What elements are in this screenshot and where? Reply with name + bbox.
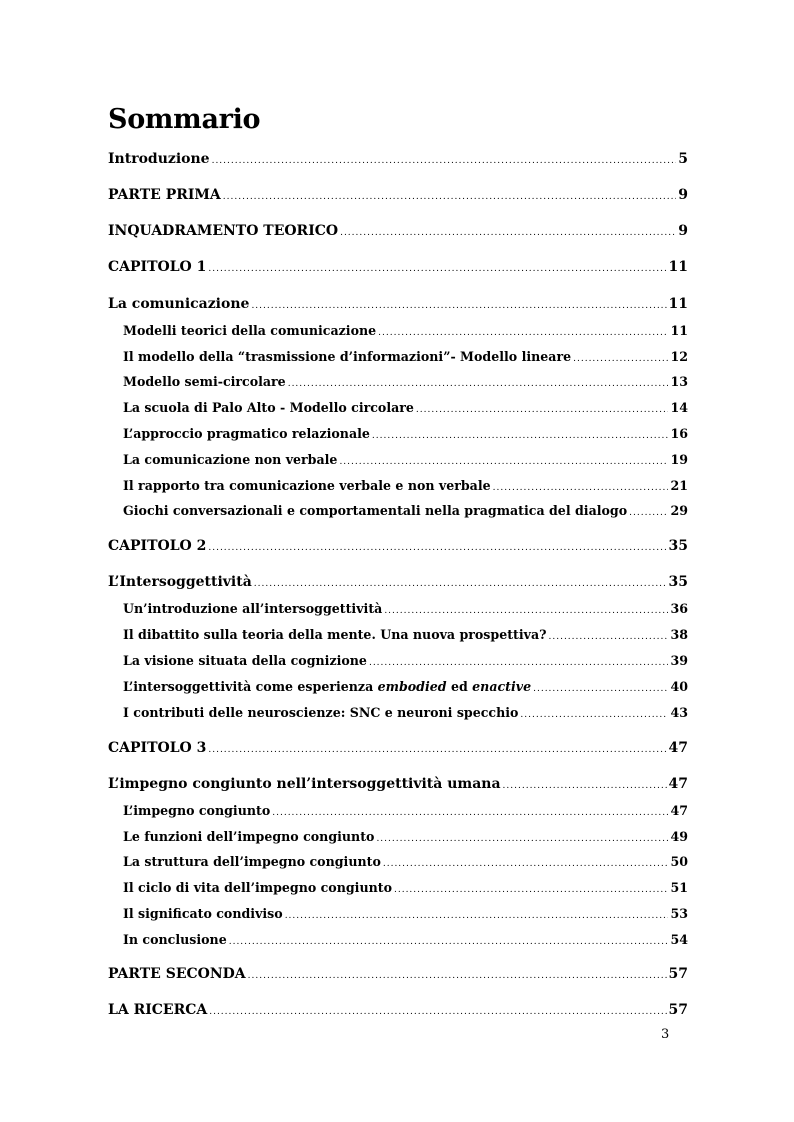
toc-entry-page: 11 xyxy=(670,323,688,338)
dot-leader xyxy=(285,911,669,921)
toc-entry-page: 49 xyxy=(670,829,688,844)
toc-entry xyxy=(108,296,688,316)
dot-leader xyxy=(340,228,676,238)
toc-entry-title: L’impegno congiunto xyxy=(123,803,271,818)
dot-leader xyxy=(209,1007,666,1017)
toc-entry xyxy=(108,223,688,243)
toc-entry-title: Giochi conversazionali e comportamentali nella pragmatica del dialogo xyxy=(123,503,628,518)
toc-entry-page: 53 xyxy=(670,906,688,921)
dot-leader xyxy=(339,457,668,467)
toc-entry xyxy=(108,740,688,760)
toc-entry-title: Il rapporto tra comunicazione verbale e non verbale xyxy=(123,478,491,493)
toc-entry-page: 50 xyxy=(670,854,688,869)
toc-entry-title: Le funzioni dell’impegno congiunto xyxy=(123,829,375,844)
toc-entry-page: 38 xyxy=(670,627,688,642)
toc-entry-page: 40 xyxy=(670,679,688,694)
toc-entry-page: 19 xyxy=(670,452,688,467)
toc-entry xyxy=(108,966,688,986)
dot-leader xyxy=(254,579,667,589)
toc-entry-title: CAPITOLO 2 xyxy=(108,538,207,554)
dot-leader xyxy=(533,684,668,694)
toc-entry xyxy=(108,574,688,594)
toc-entry-title: Introduzione xyxy=(108,151,210,167)
toc-subentry xyxy=(123,803,688,823)
toc-subentry xyxy=(123,349,688,369)
dot-leader xyxy=(208,745,666,755)
toc-subentry xyxy=(123,880,688,900)
toc-entry-title: Il ciclo di vita dell’impegno congiunto xyxy=(123,880,392,895)
toc-entry-page: 5 xyxy=(678,151,688,167)
dot-leader xyxy=(383,859,669,869)
toc-entry-title: Modelli teorici della comunicazione xyxy=(123,323,377,338)
dot-leader xyxy=(629,508,668,518)
toc-entry-page: 47 xyxy=(668,740,688,756)
dot-leader xyxy=(503,781,667,791)
toc-entry-page: 29 xyxy=(670,503,688,518)
toc-entry-page: 47 xyxy=(670,803,688,818)
toc-subentry xyxy=(123,503,688,523)
toc-entry-title: La comunicazione xyxy=(108,296,250,312)
dot-leader xyxy=(369,658,669,668)
toc-entry-page: 35 xyxy=(668,574,688,590)
toc-entry-page: 11 xyxy=(668,296,688,312)
toc-entry-page: 51 xyxy=(670,880,688,895)
dot-leader xyxy=(272,808,668,818)
toc-entry xyxy=(108,259,688,279)
dot-leader xyxy=(549,632,669,642)
toc-subentry xyxy=(123,426,688,446)
toc-entry xyxy=(108,538,688,558)
dot-leader xyxy=(229,937,669,947)
toc-entry xyxy=(108,151,688,171)
dot-leader xyxy=(573,354,668,364)
toc-entry-title: Il significato condiviso xyxy=(123,906,283,921)
toc-entry-page: 14 xyxy=(670,400,688,415)
toc-entry-page: 9 xyxy=(678,223,688,239)
toc-entry-title: PARTE PRIMA xyxy=(108,187,221,203)
toc-subentry xyxy=(123,705,688,725)
toc-entry-title: L’impegno congiunto nell’intersoggettività umana xyxy=(108,776,501,792)
toc-subentry xyxy=(123,653,688,673)
dot-leader xyxy=(208,543,666,553)
toc-entry-page: 35 xyxy=(668,538,688,554)
dot-leader xyxy=(212,156,677,166)
toc-entry-title: CAPITOLO 3 xyxy=(108,740,207,756)
toc-subentry xyxy=(123,679,688,699)
toc-entry-title: Un’introduzione all’intersoggettività xyxy=(123,601,383,616)
toc-entry-title: Il modello della “trasmissione d’informazioni”- Modello lineare xyxy=(123,349,572,364)
dot-leader xyxy=(288,379,669,389)
toc-entry-page: 39 xyxy=(670,653,688,668)
dot-leader xyxy=(378,328,668,338)
dot-leader xyxy=(384,606,668,616)
toc-entry-page: 43 xyxy=(670,705,688,720)
toc-entry-title: La comunicazione non verbale xyxy=(123,452,338,467)
toc-entry-title: CAPITOLO 1 xyxy=(108,259,207,275)
page-title: Sommario xyxy=(108,104,261,135)
toc-subentry xyxy=(123,601,688,621)
toc-entry-title: La visione situata della cognizione xyxy=(123,653,367,668)
toc-entry-title: L’intersoggettività come esperienza embodied ed enactive xyxy=(123,679,532,694)
toc-entry-page: 57 xyxy=(668,1002,688,1018)
toc-subentry xyxy=(123,400,688,420)
toc-entry-title: Il dibattito sulla teoria della mente. Una nuova prospettiva? xyxy=(123,627,547,642)
dot-leader xyxy=(493,483,669,493)
page-number: 3 xyxy=(661,1027,670,1042)
dot-leader xyxy=(248,971,667,981)
toc-entry-title: In conclusione xyxy=(123,932,227,947)
toc-subentry xyxy=(123,323,688,343)
toc-entry-title: LA RICERCA xyxy=(108,1002,208,1018)
toc-subentry xyxy=(123,478,688,498)
dot-leader xyxy=(520,710,668,720)
dot-leader xyxy=(376,834,668,844)
toc-entry-page: 16 xyxy=(670,426,688,441)
toc-entry-page: 9 xyxy=(678,187,688,203)
toc-entry-title: La struttura dell’impegno congiunto xyxy=(123,854,381,869)
toc-entry-title: La scuola di Palo Alto - Modello circolare xyxy=(123,400,414,415)
toc-entry-page: 47 xyxy=(668,776,688,792)
dot-leader xyxy=(394,885,668,895)
toc-subentry xyxy=(123,854,688,874)
toc-entry-title: L’Intersoggettività xyxy=(108,574,252,590)
toc-entry-page: 57 xyxy=(668,966,688,982)
toc-entry-title: I contributi delle neuroscienze: SNC e neuroni specchio xyxy=(123,705,519,720)
toc-subentry xyxy=(123,829,688,849)
toc-entry xyxy=(108,1002,688,1022)
toc-subentry xyxy=(123,452,688,472)
dot-leader xyxy=(372,431,669,441)
toc-entry-page: 13 xyxy=(670,374,688,389)
toc-entry-page: 11 xyxy=(668,259,688,275)
toc-entry-title: L’approccio pragmatico relazionale xyxy=(123,426,370,441)
dot-leader xyxy=(208,264,666,274)
toc-entry-title: PARTE SECONDA xyxy=(108,966,246,982)
toc-entry-title: INQUADRAMENTO TEORICO xyxy=(108,223,339,239)
toc-subentry xyxy=(123,932,688,952)
toc-entry-page: 12 xyxy=(670,349,688,364)
toc-entry-page: 54 xyxy=(670,932,688,947)
dot-leader xyxy=(223,192,676,202)
toc-entry-title: Modello semi-circolare xyxy=(123,374,286,389)
toc-subentry xyxy=(123,374,688,394)
dot-leader xyxy=(416,405,669,415)
toc-entry-page: 21 xyxy=(670,478,688,493)
toc-entry xyxy=(108,187,688,207)
toc-entry xyxy=(108,776,688,796)
toc-subentry xyxy=(123,906,688,926)
dot-leader xyxy=(251,301,666,311)
toc-subentry xyxy=(123,627,688,647)
toc-entry-page: 36 xyxy=(670,601,688,616)
